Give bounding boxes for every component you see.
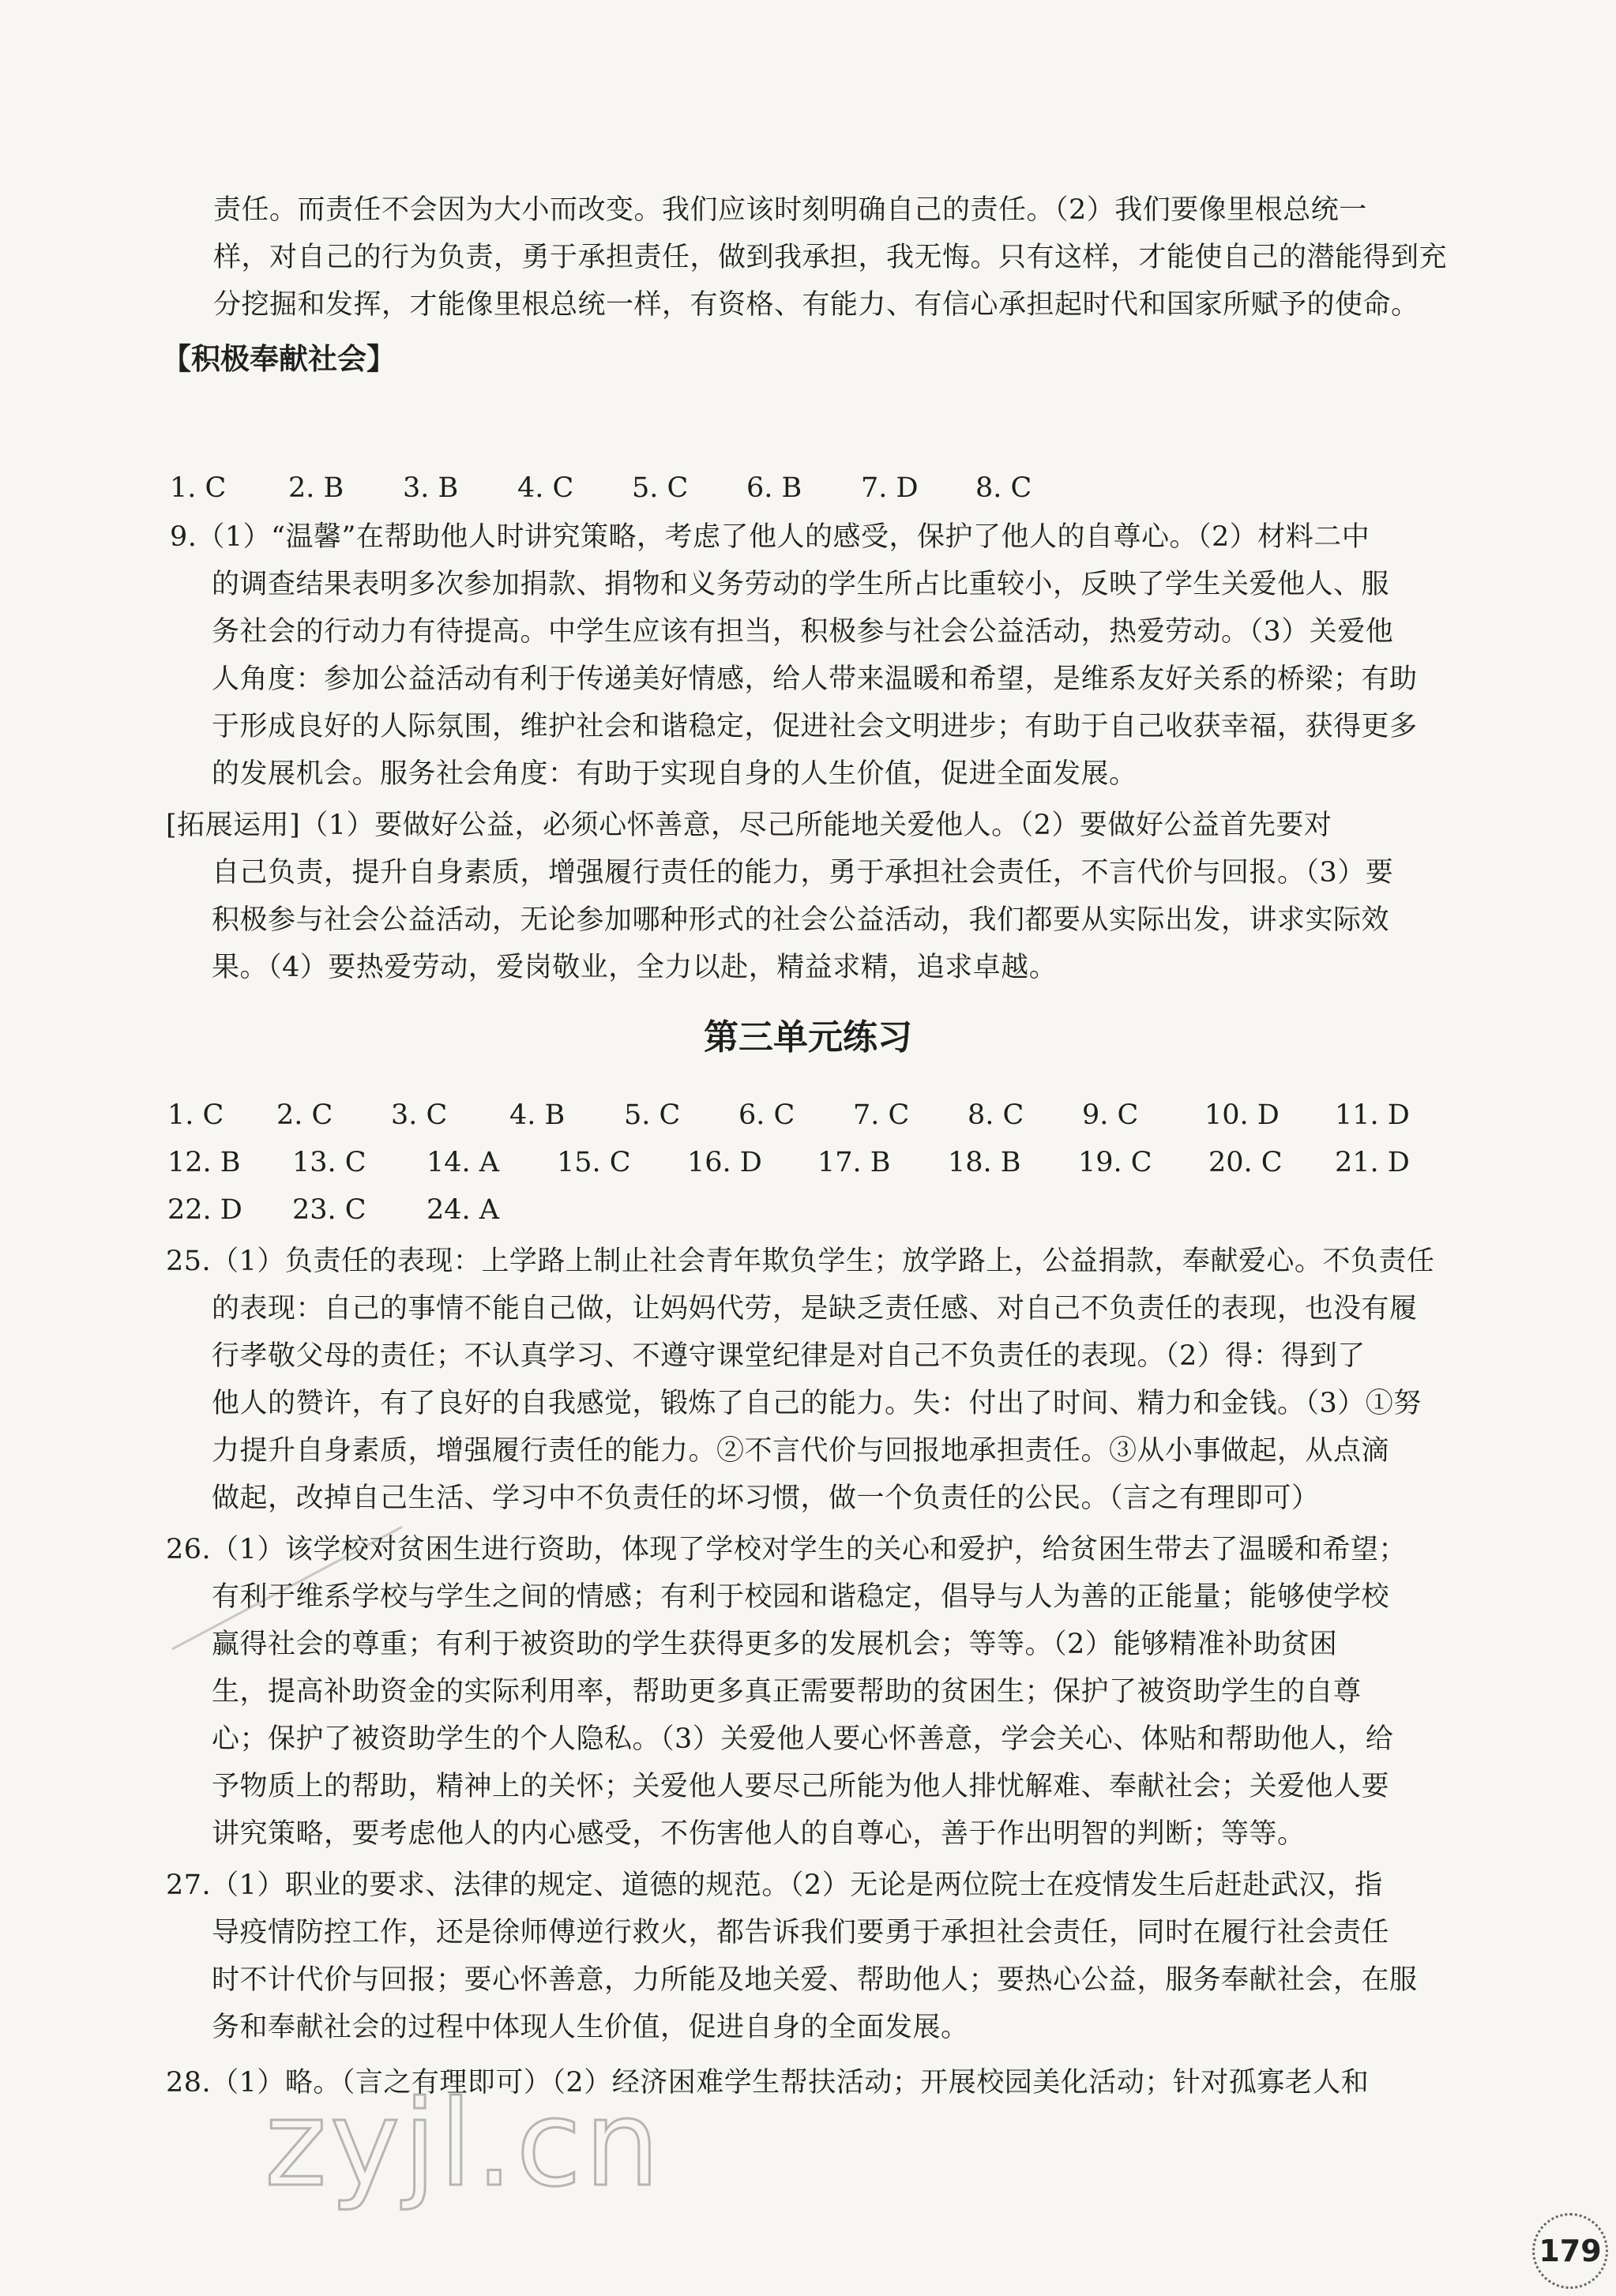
answer-item: 20. C (1208, 1147, 1283, 1178)
text-line: 心；保护了被资助学生的个人隐私。（3）关爱他人要心怀善意，学会关心、体贴和帮助他人，给 (212, 1723, 1394, 1755)
unit-title: 第三单元练习 (704, 1017, 912, 1058)
text-line: 他人的赞许，有了良好的自我感觉，锻炼了自己的能力。失：付出了时间、精力和金钱。（3）①努 (212, 1388, 1422, 1419)
text-line: 的发展机会。服务社会角度：有助于实现自身的人生价值，促进全面发展。 (212, 758, 1137, 790)
text-line: 自己负责，提升自身素质，增强履行责任的能力，勇于承担社会责任，不言代价与回报。（3）要 (212, 857, 1394, 889)
answer-item: 4. B (509, 1099, 566, 1131)
text-line: 样，对自己的行为负责，勇于承担责任，做到我承担，我无悔。只有这样，才能使自己的潜能得到充 (213, 242, 1448, 273)
text-line: 人角度：参加公益活动有利于传递美好情感，给人带来温暖和希望，是维系友好关系的桥梁；有助 (212, 663, 1418, 695)
text-line: 分挖掘和发挥，才能像里根总统一样，有资格、有能力、有信心承担起时代和国家所赋予的使命。 (213, 289, 1419, 321)
answer-item: 23. C (292, 1194, 366, 1226)
answer-item: 15. C (557, 1147, 631, 1178)
text-line: [拓展运用]（1）要做好公益，必须心怀善意，尽己所能地关爱他人。（2）要做好公益首先要对 (166, 810, 1332, 841)
answer-item: 3. B (403, 472, 459, 504)
answer-item: 1. C (170, 472, 227, 504)
answer-item: 10. D (1204, 1099, 1280, 1131)
answer-item: 7. D (861, 472, 919, 504)
text-line: 务和奉献社会的过程中体现人生价值，促进自身的全面发展。 (212, 2012, 969, 2043)
text-line: 28.（1）略。（言之有理即可）（2）经济困难学生帮扶活动；开展校园美化活动；针对孤寡老人和 (166, 2067, 1370, 2099)
section-title: 【积极奉献社会】 (162, 342, 396, 376)
answer-item: 4. C (517, 472, 574, 504)
text-line: 力提升自身素质，增强履行责任的能力。②不言代价与回报地承担责任。③从小事做起，从点滴 (212, 1435, 1390, 1467)
text-line: 26.（1）该学校对贫困生进行资助，体现了学校对学生的关心和爱护，给贫困生带去了温暖和希望； (166, 1534, 1407, 1565)
answer-item: 5. C (624, 1099, 681, 1131)
text-line: 赢得社会的尊重；有利于被资助的学生获得更多的发展机会；等等。（2）能够精准补助贫困 (212, 1629, 1338, 1660)
text-line: 有利于维系学校与学生之间的情感；有利于校园和谐稳定，倡导与人为善的正能量；能够使学校 (212, 1581, 1390, 1613)
answer-item: 6. C (738, 1099, 795, 1131)
text-line: 行孝敬父母的责任；不认真学习、不遵守课堂纪律是对自己不负责任的表现。（2）得：得到了 (212, 1340, 1366, 1372)
answer-item: 8. C (975, 472, 1032, 504)
answer-item: 3. C (391, 1099, 448, 1131)
answer-item: 21. D (1335, 1147, 1410, 1178)
answer-item: 8. C (968, 1099, 1024, 1131)
answer-item: 22. D (167, 1194, 242, 1226)
text-line: 讲究策略，要考虑他人的内心感受，不伤害他人的自尊心，善于作出明智的判断；等等。 (212, 1818, 1306, 1850)
text-line: 导疫情防控工作，还是徐师傅逆行救火，都告诉我们要勇于承担社会责任，同时在履行社会责任 (212, 1917, 1390, 1948)
answer-item: 13. C (292, 1147, 366, 1178)
answer-item: 19. C (1078, 1147, 1152, 1178)
answer-item: 7. C (853, 1099, 910, 1131)
answer-item: 16. D (687, 1147, 762, 1178)
answer-item: 18. B (948, 1147, 1021, 1178)
text-line: 于形成良好的人际氛围，维护社会和谐稳定，促进社会文明进步；有助于自己收获幸福，获得更多 (212, 711, 1418, 742)
answer-item: 9. C (1082, 1099, 1139, 1131)
text-line: 责任。而责任不会因为大小而改变。我们应该时刻明确自己的责任。（2）我们要像里根总统一 (213, 194, 1367, 226)
answer-item: 1. C (167, 1099, 224, 1131)
text-line: 25.（1）负责任的表现：上学路上制止社会青年欺负学生；放学路上，公益捐款，奉献爱心。不负责任 (166, 1246, 1435, 1277)
answer-item: 17. B (817, 1147, 891, 1178)
text-line: 生，提高补助资金的实际利用率，帮助更多真正需要帮助的贫困生；保护了被资助学生的自尊 (212, 1676, 1362, 1708)
text-line: 的调查结果表明多次参加捐款、捐物和义务劳动的学生所占比重较小，反映了学生关爱他人、服 (212, 569, 1390, 600)
answer-item: 14. A (427, 1147, 500, 1178)
answer-item: 11. D (1335, 1099, 1410, 1131)
text-line: 9.（1）“温馨”在帮助他人时讲究策略，考虑了他人的感受，保护了他人的自尊心。（2）材料二中 (170, 521, 1370, 553)
text-line: 的表现：自己的事情不能自己做，让妈妈代劳，是缺乏责任感、对自己不负责任的表现，也没有履 (212, 1293, 1418, 1325)
answer-item: 2. C (276, 1099, 333, 1131)
text-line: 27.（1）职业的要求、法律的规定、道德的规范。（2）无论是两位院士在疫情发生后赶赴武汉，指 (166, 1869, 1383, 1901)
answer-item: 5. C (632, 472, 689, 504)
text-line: 时不计代价与回报；要心怀善意，力所能及地关爱、帮助他人；要热心公益，服务奉献社会，在服 (212, 1964, 1418, 1996)
answer-item: 12. B (167, 1147, 241, 1178)
text-line: 务社会的行动力有待提高。中学生应该有担当，积极参与社会公益活动，热爱劳动。（3）关爱他 (212, 616, 1394, 648)
text-line: 积极参与社会公益活动，无论参加哪种形式的社会公益活动，我们都要从实际出发，讲求实际效 (212, 904, 1390, 936)
text-line: 予物质上的帮助，精神上的关怀；关爱他人要尽己所能为他人排忧解难、奉献社会；关爱他人要 (212, 1771, 1390, 1802)
answer-item: 2. B (288, 472, 344, 504)
answer-item: 24. A (427, 1194, 500, 1226)
page-number: 179 (1532, 2213, 1608, 2289)
text-line: 果。（4）要热爱劳动，爱岗敬业，全力以赴，精益求精，追求卓越。 (212, 952, 1058, 983)
watermark-logo: zyjl.cn (265, 2076, 663, 2213)
answer-item: 6. B (746, 472, 802, 504)
text-line: 做起，改掉自己生活、学习中不负责任的坏习惯，做一个负责任的公民。（言之有理即可） (212, 1482, 1320, 1514)
